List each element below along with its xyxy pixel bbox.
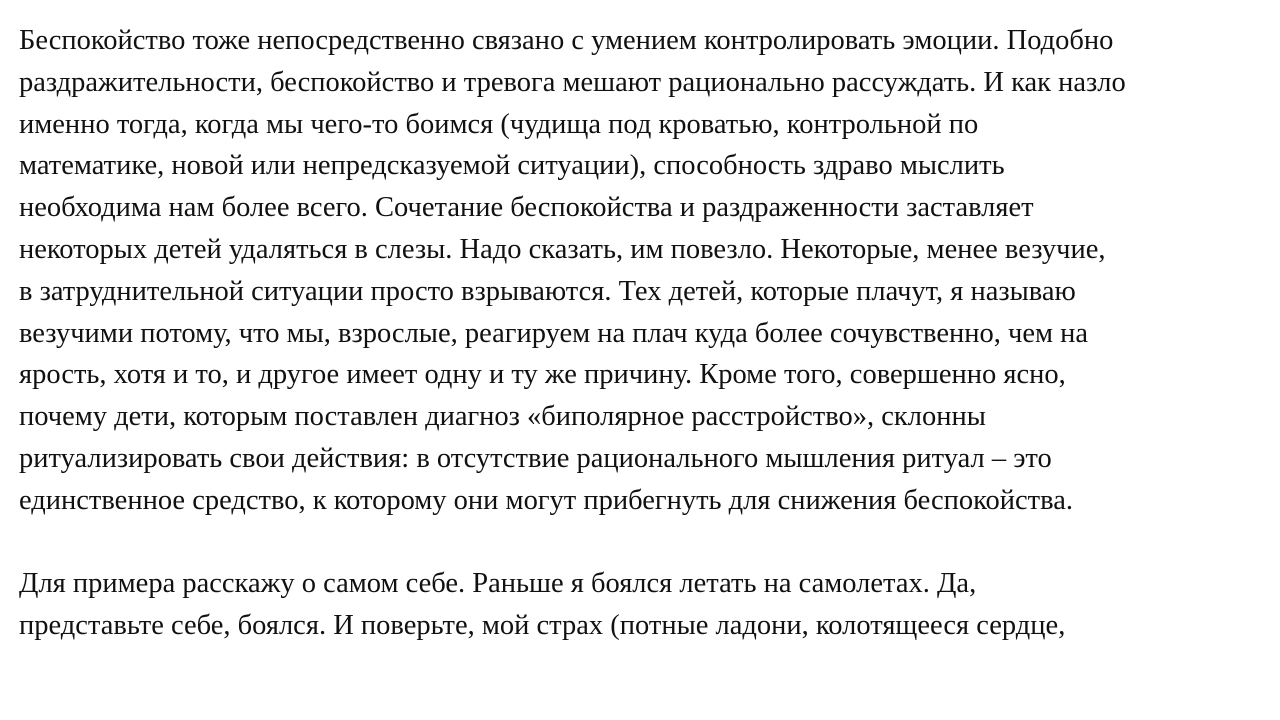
text-line: именно тогда, когда мы чего-то боимся (чудища под кроватью, контрольной по bbox=[19, 108, 979, 140]
text-line: ярость, хотя и то, и другое имеет одну и ту же причину. Кроме того, совершенно ясно, bbox=[19, 359, 1066, 391]
document-page bbox=[19, 20, 1269, 647]
text-line: единственное средство, к которому они могут прибегнуть для снижения беспокойства. bbox=[19, 484, 1073, 516]
paragraph-spacer bbox=[19, 522, 1269, 564]
text-line: почему дети, которым поставлен диагноз «биполярное расстройство», склонны bbox=[19, 401, 986, 433]
text-line: Беспокойство тоже непосредственно связано с умением контролировать эмоции. Подобно bbox=[19, 25, 1114, 56]
text-line: ритуализировать свои действия: в отсутствие рационального мышления ритуал – это bbox=[19, 442, 1052, 474]
text-line: везучими потому, что мы, взрослые, реагируем на плач куда более сочувственно, чем на bbox=[19, 317, 1089, 349]
paragraph-1 bbox=[19, 20, 1269, 522]
text-line: представьте себе, боялся. И поверьте, мой страх (потные ладони, колотящееся сердце, bbox=[19, 610, 1066, 642]
paragraph-2 bbox=[19, 563, 1269, 647]
text-line: в затруднительной ситуации просто взрываются. Тех детей, которые плачут, я называю bbox=[19, 275, 1076, 307]
text-line: раздражительности, беспокойство и тревога мешают рационально рассуждать. И как назло bbox=[19, 66, 1126, 98]
text-line: математике, новой или непредсказуемой ситуации), способность здраво мыслить bbox=[19, 150, 1005, 182]
text-line: необходима нам более всего. Сочетание беспокойства и раздраженности заставляет bbox=[19, 192, 1034, 224]
text-line: некоторых детей удаляться в слезы. Надо сказать, им повезло. Некоторые, менее везучие, bbox=[19, 233, 1106, 265]
text-line: Для примера расскажу о самом себе. Раньше я боялся летать на самолетах. Да, bbox=[19, 568, 977, 600]
